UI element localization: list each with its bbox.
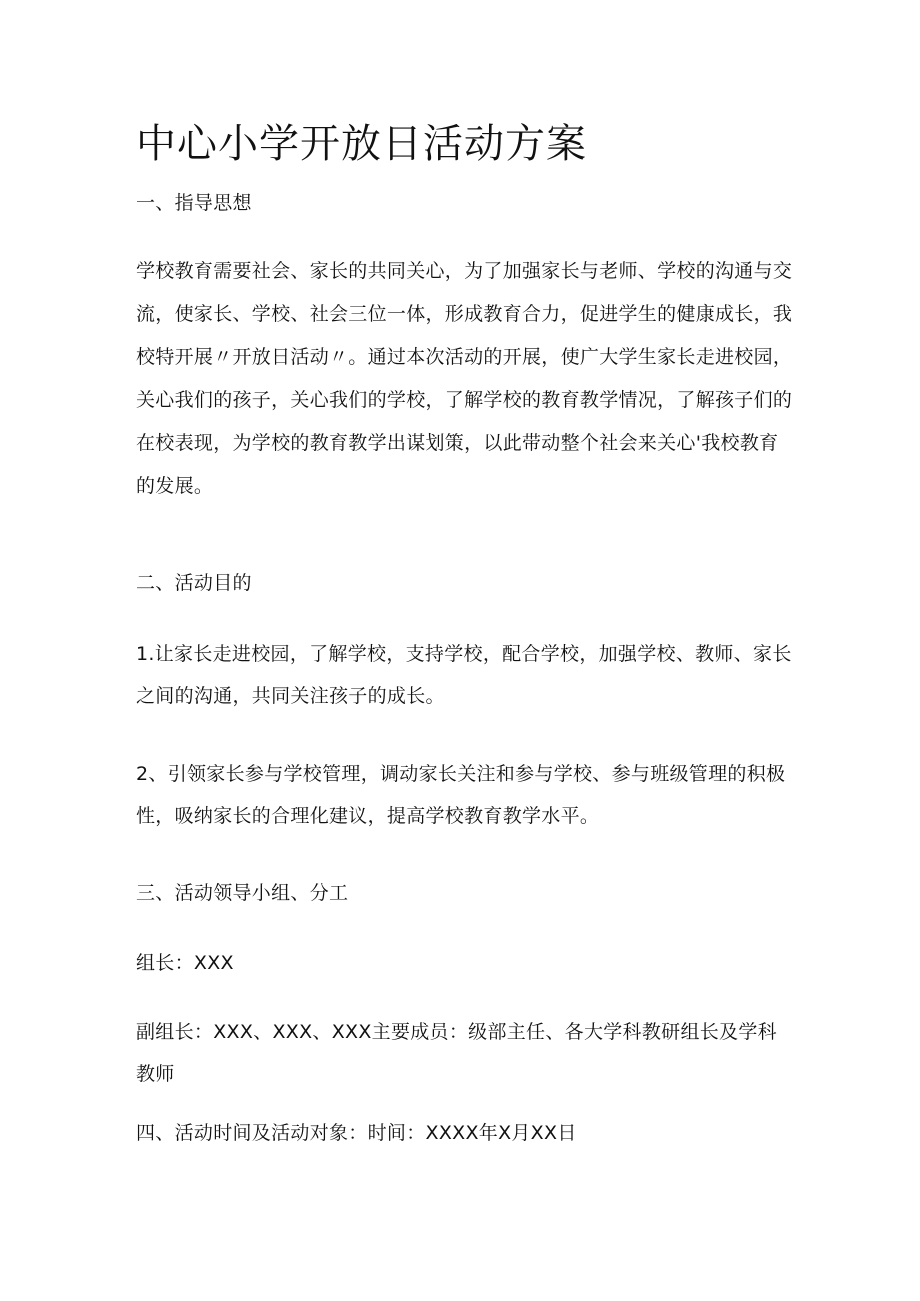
document-title: 中心小学开放日活动方案 — [136, 121, 587, 167]
purpose-item-2: 2、引领家长参与学校管理，调动家长关注和参与学校、参与班级管理的积极性，吸纳家长的合理化建议，提高学校教育教学水平。 — [136, 763, 786, 827]
section-heading-guiding-ideology: 一、指导思想 — [136, 192, 252, 214]
group-leader-line: 组长：XXX — [136, 952, 234, 974]
deputy-leader-line: 副组长：XXX、XXX、XXX主要成员：级部主任、各大学科教研组长及学科教师 — [136, 1021, 777, 1085]
section-heading-activity-purpose: 二、活动目的 — [136, 572, 252, 594]
section-heading-time-and-participants: 四、活动时间及活动对象：时间：XXXX年X月XX日 — [136, 1122, 577, 1144]
purpose-item-1: 1.让家长走进校园，了解学校，支持学校，配合学校，加强学校、教师、家长之间的沟通，共同关注孩子的成长。 — [136, 643, 792, 707]
paragraph-guiding-ideology: 学校教育需要社会、家长的共同关心，为了加强家长与老师、学校的沟通与交流，使家长、学校、社会三位一体，形成教育合力，促进学生的健康成长，我校特开展〃开放日活动〃。通过本次活动的开展，使广大学生家长走进校园，关心我们的孩子，关心我们的学校，了解学校的教育教学情况，了解孩子们的在校表现，为学校的教育教学出谋划策，以此带动整个社会来关心'我校教育的发展。 — [136, 260, 793, 497]
section-heading-leadership-group: 三、活动领导小组、分工 — [136, 882, 349, 904]
